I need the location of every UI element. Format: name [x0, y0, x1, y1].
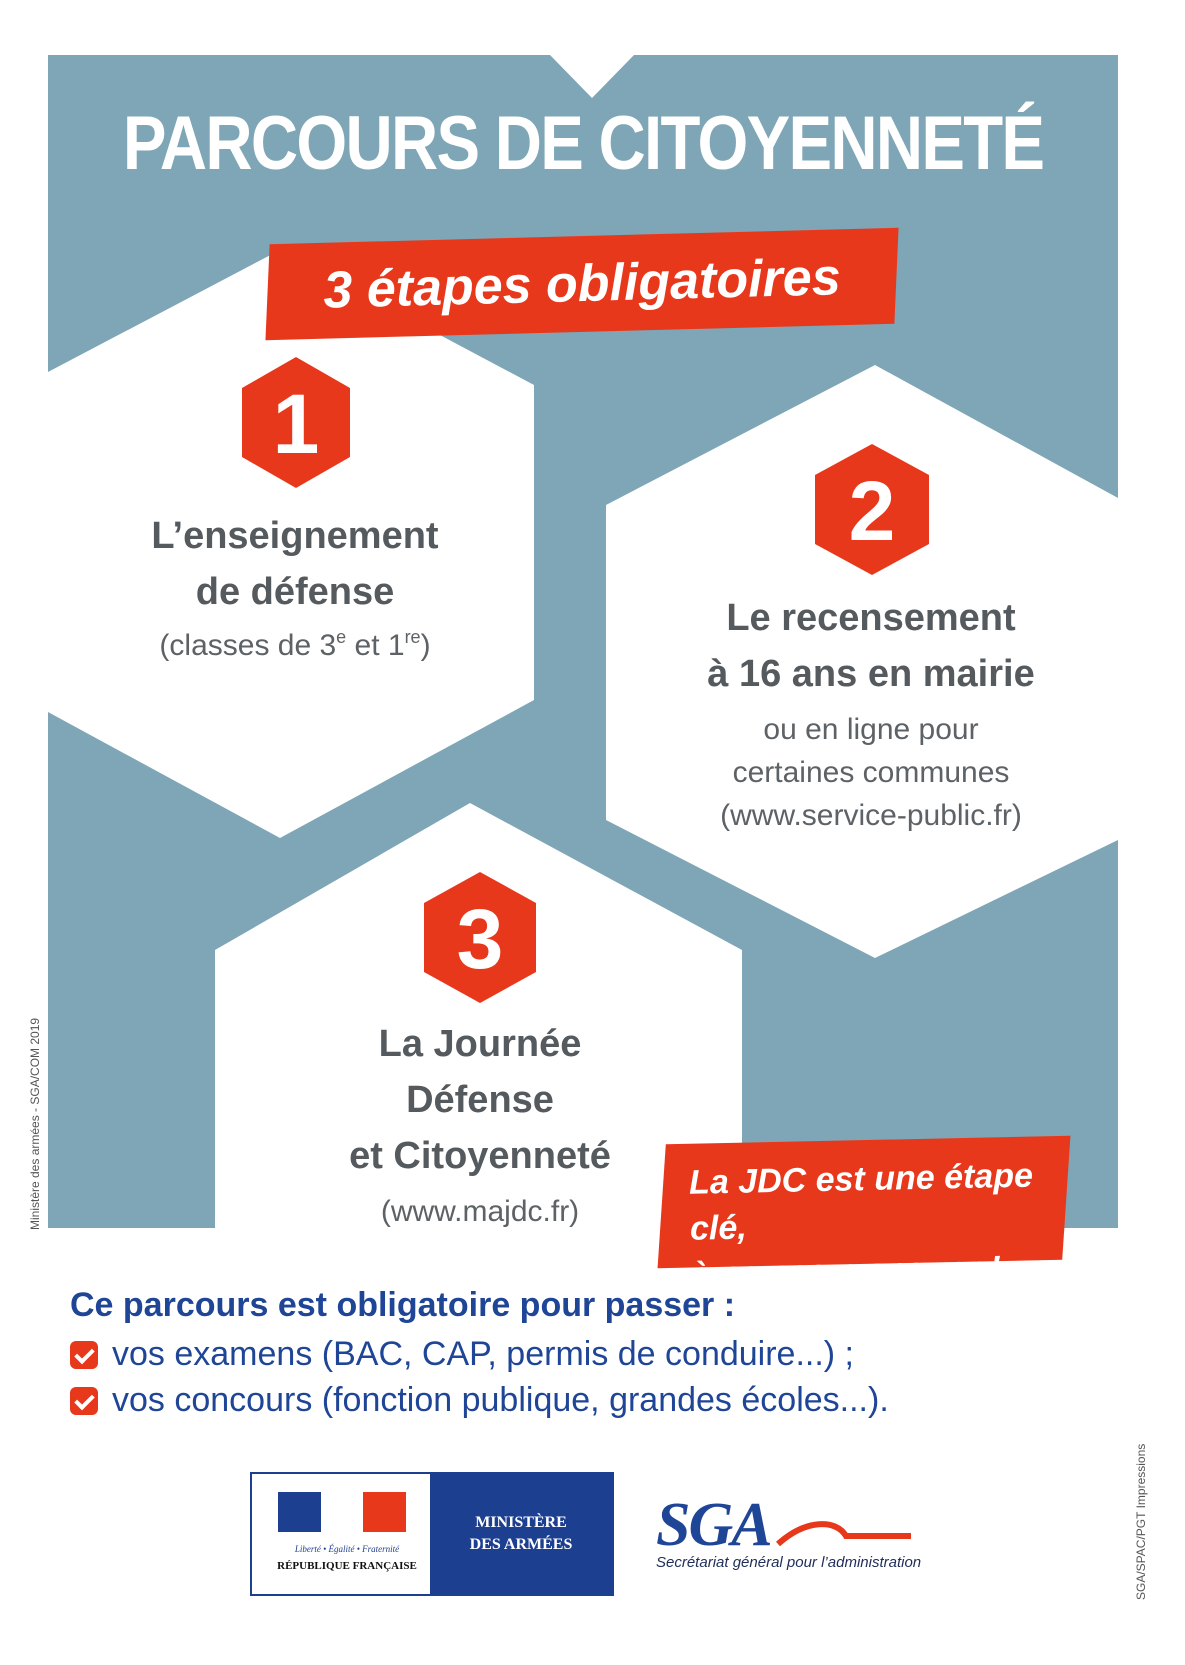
step3-heading-line3: et Citoyenneté: [349, 1135, 611, 1177]
sga-caption: Secrétariat général pour l’administration: [656, 1554, 922, 1571]
requirements-title: Ce parcours est obligatoire pour passer :: [70, 1286, 736, 1324]
requirement-item: [70, 1381, 889, 1420]
gov-motto: Liberté • Égalité • Fraternité: [294, 1544, 400, 1554]
step1-detail: [120, 616, 470, 667]
step3-number: 3: [456, 892, 504, 986]
gov-republic: RÉPUBLIQUE FRANÇAISE: [277, 1560, 417, 1572]
ministry-block: [430, 1474, 612, 1594]
requirement-item: [70, 1335, 854, 1374]
step2-heading-line2: à 16 ans en mairie: [707, 653, 1035, 695]
side-credit-right: SGA/SPAC/PGT Impressions: [1134, 1443, 1148, 1600]
checkbox-icon: [70, 1341, 98, 1369]
step1-number: 1: [272, 377, 320, 471]
step1-detail-mid: et 1: [346, 629, 405, 662]
poster-title: PARCOURS DE CITOYENNETÉ: [122, 101, 1044, 186]
step1-heading-line2: de défense: [195, 571, 395, 613]
checkbox-icon: [70, 1387, 98, 1415]
step1-detail-sup1: e: [336, 627, 347, 647]
step2-detail: [676, 708, 1066, 837]
poster-subtitle: 3 étapes obligatoires: [322, 248, 842, 320]
step3-detail-line1: (www.majdc.fr): [380, 1195, 580, 1228]
step3-heading-line2: Défense: [406, 1079, 554, 1121]
step2-detail-line2: certaines communes: [732, 756, 1010, 789]
jdc-callout: [689, 1152, 1052, 1298]
step1-detail-suffix: ): [420, 629, 431, 662]
step1-heading: [120, 508, 470, 620]
step2-detail-line3: (www.service-public.fr): [720, 799, 1022, 832]
callout-line2: à ne pas manquer !: [690, 1249, 1002, 1294]
step1-detail-prefix: (classes de 3: [159, 629, 337, 662]
step2-heading-line1: Le recensement: [726, 597, 1016, 639]
sga-swoosh-icon: [776, 1514, 916, 1554]
requirement-text: vos concours (fonction publique, grandes écoles...).: [112, 1381, 889, 1419]
marianne-flag-icon: [278, 1492, 406, 1532]
step2-heading: [676, 590, 1066, 702]
republique-francaise-block: [252, 1474, 430, 1594]
step1-heading-line1: L’enseignement: [151, 515, 439, 557]
step3-heading-line1: La Journée: [378, 1023, 582, 1065]
ministere-des-armees-logo: [250, 1472, 614, 1596]
step2-number: 2: [848, 464, 896, 558]
sga-name: SGA: [656, 1491, 771, 1559]
side-credit-left: Ministère des armées - SGA/COM 2019: [28, 1017, 42, 1230]
step1-detail-sup2: re: [404, 627, 421, 647]
step2-detail-line1: ou en ligne pour: [763, 713, 979, 746]
step3-heading: [290, 1016, 670, 1184]
sga-logo: [656, 1490, 922, 1580]
ministry-line1: MINISTÈRE: [475, 1514, 567, 1531]
callout-line1: La JDC est une étape clé,: [688, 1156, 1034, 1248]
requirement-text: vos examens (BAC, CAP, permis de conduire...) ;: [112, 1335, 855, 1373]
ministry-line2: DES ARMÉES: [469, 1536, 573, 1553]
step3-detail: [290, 1190, 670, 1233]
